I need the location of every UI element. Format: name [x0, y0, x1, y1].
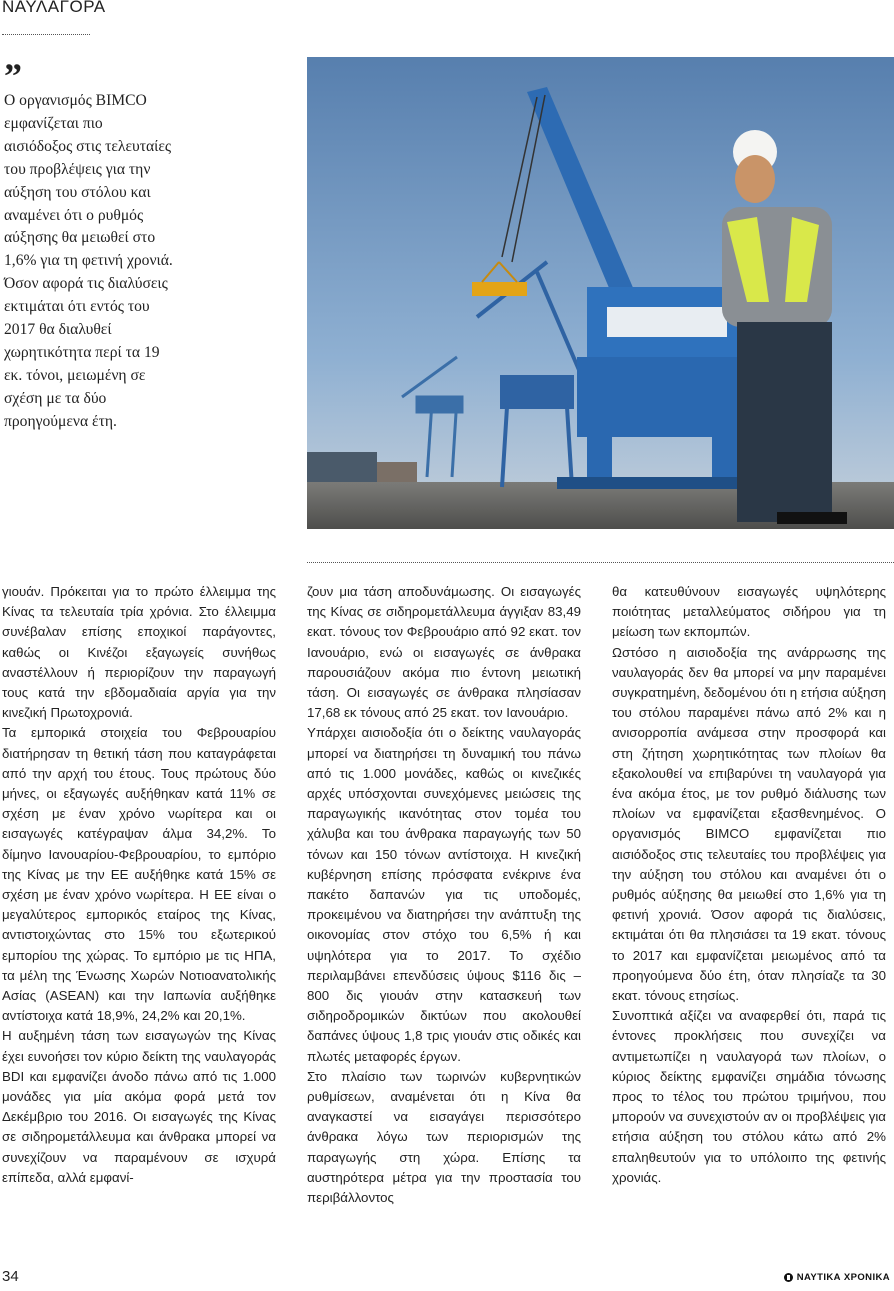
container-stack: [377, 462, 417, 482]
article-column-2: [307, 582, 581, 1208]
article-column-1: [2, 582, 276, 1188]
page-number: 34: [2, 1268, 19, 1285]
pull-quote: Ο οργανισμός BIMCO εμφανίζεται πιο αισιόδοξος στις τελευταίες του προβλέψεις για την αύξηση του στόλου και αναμένει ότι ο ρυθμός αύξησης θα μειωθεί στο 1,6% για τη φετινή χρονιά. Όσον αφορά τις διαλύσεις εκτιμάται ότι εντός του 2017 θα διαλυθεί χωρητικότητα περί τα 19 εκ. τόνοι, μειωμένη σε σχέση με τα δύο προηγούμενα έτη.: [4, 92, 173, 430]
paragraph: Συνοπτικά αξίζει να αναφερθεί ότι, παρά τις έντονες προκλήσεις που συνεχίζει να αντιμετωπίζει η ναυλαγορά των πλοίων, ο κύριος δείκτης εμφανίζει σημάδια τόνωσης προς το τέλος του πρώτου τριμήνου, που μπορούν να συνεχιστούν αν οι προβλέψεις για ετήσια αύξηση του στόλου κάτω από 2% επαληθευτούν για το υπόλοιπο της φετινής χρονιάς.: [612, 1008, 886, 1185]
container-stack: [307, 452, 377, 482]
publication-brand: [784, 1272, 890, 1283]
paragraph: γιουάν. Πρόκειται για το πρώτο έλλειμμα της Κίνας τα τελευταία τρία χρόνια. Στο έλλειμμα συνέβαλαν επίσης εποχικοί παράγοντες, καθώς οι Κινέζοι εξαγωγείς συνήθως αναστέλλουν ή περιορίζουν την παραγωγή τους κατά την εβδομαδιαία αργία για την κινεζική Πρωτοχρονιά.: [2, 584, 276, 721]
article-divider: [307, 562, 894, 563]
title-divider: [2, 34, 90, 35]
paragraph: Στο πλαίσιο των τωρινών κυβερνητικών ρυθμίσεων, αναμένεται ότι η Κίνα θα αναγκαστεί να εισαγάγει περισσότερο άνθρακα λόγω των περιορισμών της παραγωγής στη χώρα. Επίσης τα αυστηρότερα μέτρα για την προστασία του περιβάλλοντος: [307, 1068, 581, 1206]
paragraph: Η αυξημένη τάση των εισαγωγών της Κίνας έχει ευνοήσει τον κύριο δείκτη της ναυλαγοράς BDI και εμφανίζει άνοδο πάνω από τις 1.000 μονάδες για μία ακόμα φορά μετά τον Δεκέμβριο του 2016. Οι εισαγωγές της Κίνας σε σιδηρομετάλλευμα και άνθρακα μπορεί να συνεχίζουν να παραμένουν σε ισχυρά επίπεδα, αλλά εμφανί-: [2, 1028, 276, 1185]
publication-name: ΝΑΥΤΙΚΑ ΧΡΟΝΙΚΑ: [796, 1272, 890, 1283]
section-title: ΝΑΥΛΑΓΟΡΑ: [2, 0, 106, 16]
spreader: [472, 282, 527, 296]
paragraph: Υπάρχει αισιοδοξία ότι ο δείκτης ναυλαγοράς μπορεί να διατηρήσει τη δυναμική του πάνω από τις 1.000 μονάδες, καθώς οι κινεζικές αρχές υπόσχονται συνεχόμενες μειώσεις της παραγωγικής ικανότητας στον τομέα του χάλυβα και του άνθρακα παραγωγής των 50 τόνων και 150 τόνων αντίστοιχα. Η κινεζική κυβέρνηση επίσης πρόσφατα ενέκρινε ένα πακέτο δαπανών για τις υποδομές, προκειμένου να διατηρήσει την ανάπτυξη της οικονομίας στον στόχο του 6,5% ή και υψηλότερα για το 2017. Το σχέδιο περιλαμβάνει επενδύσεις ύψους $116 δις – 800 δις γιουάν στην κατασκευή των σιδηροδρομικών δικτύων που ακολουθεί δαπάνες ύψους 1,8 τρις γιουάν στις οδικές και πλωτές μεταφορές έργων.: [307, 725, 581, 1064]
brand-logo-icon: [784, 1273, 793, 1282]
paragraph: Ωστόσο η αισιοδοξία της ανάρρωσης της ναυλαγοράς δεν θα μπορεί να μην παραμένει συγκρατημένη, δεδομένου ότι η ετήσια αύξηση του στόλου παραμένει πάνω από 2% και η ανισορροπία ανάμεσα στην προσφορά και στη ζήτηση χωρητικότητας των πλοίων θα εξακολουθεί να επιβαρύνει τη ναυλαγορά για ένα ακόμα έτος, με τον ρυθμό διάλυσης των πλοίων να εμφανίζεται εξασθενημένος. Ο οργανισμός BIMCO εμφανίζεται πιο αισιόδοξος στις τελευταίες του προβλέψεις για την αύξηση του στόλου και αναμένει ότι ο ρυθμός αύξησης θα μειωθεί στο 1,6% για τη φετινή χρονιά. Όσον αφορά τις διαλύσεις, εκτιμάται ότι θα πλησιάσει τα 19 εκατ. τόνους το 2017 και εμφανίζεται μειωμένος από τα προηγούμενα δύο έτη, όταν πλησίαζε τα 30 εκατ. τόνους ετησίως.: [612, 644, 886, 1004]
paragraph: ζουν μια τάση αποδυνάμωσης. Οι εισαγωγές της Κίνας σε σιδηρομετάλλευμα άγγιξαν 83,49 εκατ. τόνους τον Φεβρουάριο από 92 εκατ. τον Ιανουάριο, ενώ οι εισαγωγές σε άνθρακα παρουσιάζουν ακόμα πιο έντονη μειωτική τάση. Οι εισαγωγές σε άνθρακα πλησίασαν 17,68 εκ τόνους από 25 εκατ. τον Ιανουάριο.: [307, 584, 581, 721]
paragraph: θα κατευθύνουν εισαγωγές υψηλότερης ποιότητας μεταλλεύματος σιδήρου για τη μείωση των εκπομπών.: [612, 584, 886, 640]
quote-mark-icon: ”: [4, 56, 22, 96]
article-column-3: [612, 582, 886, 1188]
article-photo: [307, 57, 894, 529]
paragraph: Τα εμπορικά στοιχεία του Φεβρουαρίου διατήρησαν τη θετική τάση που καταγράφεται από την αρχή του έτους. Τους πρώτους δύο μήνες, οι εξαγωγές αυξήθηκαν κατά 11% σε σχέση με έναν χρόνο νωρίτερα και οι εισαγωγές κατέγραψαν άλμα 34,2%. Το δίμηνο Ιανουαρίου-Φεβρουαρίου, το εμπόριο της Κίνας με την ΕΕ αυξήθηκε κατά 15% σε σχέση με έναν χρόνο νωρίτερα. Η ΕΕ είναι ο μεγαλύτερος εμπορικός εταίρος της Κίνας, αντιστοιχώντας στο 15% του εξωτερικού εμπορίου της χώρας. Το εμπόριο με τις ΗΠΑ, τα μέλη της Ένωσης Χωρών Νοτιοανατολικής Ασίας (ASEAN) και την Ιαπωνία αυξήθηκε αντίστοιχα κατά 18,9%, 24,2% και 20,1%.: [2, 725, 276, 1024]
